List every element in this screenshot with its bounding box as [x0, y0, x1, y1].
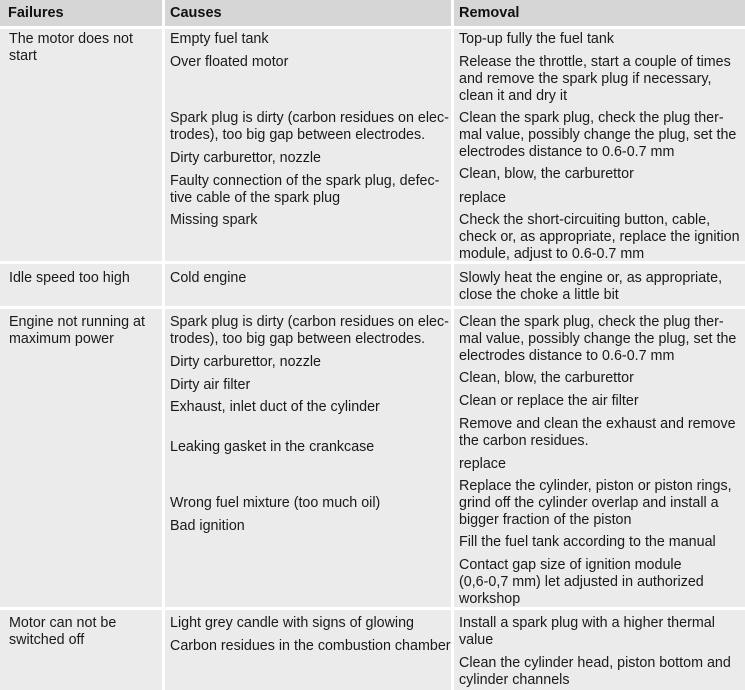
cause-text: Dirty air filter — [170, 377, 251, 393]
cause-text: Light grey candle with signs of glowing — [170, 615, 414, 631]
removal-text: Replace the cylinder, piston or piston rings, grind off the cylinder overlap and install a bigger fraction of the piston — [459, 478, 732, 528]
removal-text: Fill the fuel tank according to the manual — [459, 534, 716, 550]
cause-text: Empty fuel tank — [170, 31, 269, 47]
removal-text: Check the short-circuiting button, cable, check or, as appropriate, replace the ignition module, adjust to 0.6-0.7 mm — [459, 212, 740, 262]
cause-text: Exhaust, inlet duct of the cylinder — [170, 399, 380, 415]
header-causes: Causes — [170, 5, 222, 21]
cause-text: Dirty carburettor, nozzle — [170, 150, 321, 166]
cause-text: Missing spark — [170, 212, 258, 228]
cause-text: Carbon residues in the combustion chamber — [170, 638, 451, 654]
failure-text: Motor can not be switched off — [9, 615, 117, 648]
cause-text: Faulty connection of the spark plug, defec- tive cable of the spark plug — [170, 173, 440, 206]
failure-text: The motor does not start — [9, 31, 133, 64]
removal-text: Remove and clean the exhaust and remove the carbon residues. — [459, 416, 736, 449]
removal-text: Clean the spark plug, check the plug ther- mal value, possibly change the plug, set the electrodes distance to 0.6-0.7 mm — [459, 314, 737, 364]
removal-text: Top-up fully the fuel tank — [459, 31, 614, 47]
removal-text: Clean, blow, the carburettor — [459, 370, 634, 386]
cause-text: Over floated motor — [170, 54, 289, 70]
cause-text: Spark plug is dirty (carbon residues on elec- trodes), too big gap between electrodes. — [170, 314, 449, 347]
removal-text: Clean, blow, the carburettor — [459, 166, 634, 182]
failure-text: Engine not running at maximum power — [9, 314, 145, 347]
removal-text: replace — [459, 190, 506, 206]
cause-text: Bad ignition — [170, 518, 245, 534]
removal-text: Contact gap size of ignition module (0,6-0,7 mm) let adjusted in authorized workshop — [459, 557, 704, 607]
header-failures: Failures — [8, 5, 64, 21]
removal-text: Clean the spark plug, check the plug ther- mal value, possibly change the plug, set the electrodes distance to 0.6-0.7 mm — [459, 110, 737, 160]
header-cell-causes — [165, 0, 451, 26]
header-removal: Removal — [459, 5, 520, 21]
removal-text: replace — [459, 456, 506, 472]
cause-text: Dirty carburettor, nozzle — [170, 354, 321, 370]
cause-text: Wrong fuel mixture (too much oil) — [170, 495, 381, 511]
header-cell-removal — [454, 0, 745, 26]
removal-text: Release the throttle, start a couple of times and remove the spark plug if necessary, clean it and dry it — [459, 54, 731, 104]
removal-text: Slowly heat the engine or, as appropriate, close the choke a little bit — [459, 270, 723, 303]
removal-text: Install a spark plug with a higher thermal value — [459, 615, 715, 648]
removal-text: Clean the cylinder head, piston bottom and cylinder channels — [459, 655, 731, 688]
cause-text: Cold engine — [170, 270, 247, 286]
removal-text: Clean or replace the air filter — [459, 393, 639, 409]
row-3-failure-cell — [0, 309, 162, 607]
header-cell-failures — [0, 0, 162, 26]
cause-text: Spark plug is dirty (carbon residues on elec- trodes), too big gap between electrodes. — [170, 110, 449, 143]
failure-text: Idle speed too high — [9, 270, 130, 286]
cause-text: Leaking gasket in the crankcase — [170, 439, 375, 455]
